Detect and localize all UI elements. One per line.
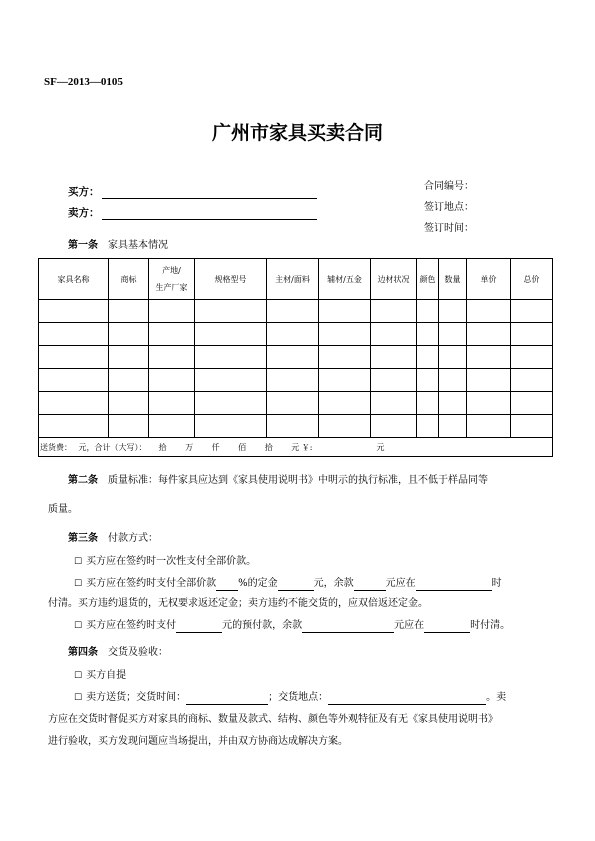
article-4-text: 交货及验收： <box>108 647 168 658</box>
payment-option-2[interactable]: ☐ 买方应在签约时支付全部价款 %的定金 元，余款 元应在 时 <box>74 578 502 589</box>
header-name: 家具名称 <box>39 259 109 300</box>
article-2-cont: 质量。 <box>48 504 78 515</box>
header-edge: 边材状况 <box>371 259 417 300</box>
checkbox-icon[interactable]: ☐ <box>74 671 83 681</box>
page-title: 广州市家具买卖合同 <box>211 122 383 144</box>
contract-no-label: 合同编号： <box>424 181 474 192</box>
header-unit-price: 单价 <box>467 259 511 300</box>
table-row[interactable] <box>39 392 553 415</box>
article-1-num: 第一条 <box>68 240 98 251</box>
article-2-text: 质量标准：每件家具应达到《家具使用说明书》中明示的执行标准，且不低于样品同等 <box>108 475 488 486</box>
checkbox-icon[interactable]: ☐ <box>74 579 83 589</box>
header-qty: 数量 <box>439 259 467 300</box>
header-brand: 商标 <box>109 259 149 300</box>
header-origin: 产地/ 生产厂家 <box>149 259 195 300</box>
header-total: 总价 <box>511 259 553 300</box>
delivery-line-3: 进行验收，买方发现问题应当场提出，并由双方协商达成解决方案。 <box>48 736 348 747</box>
remaining-time-field[interactable] <box>424 622 470 633</box>
article-3-num: 第三条 <box>68 533 98 544</box>
table-footer-row <box>39 438 553 457</box>
sign-time-label: 签订时间： <box>424 223 474 234</box>
document-code: SF—2013—0105 <box>44 76 123 88</box>
payment-option-1[interactable]: ☐ 买方应在签约时一次性支付全部价款。 <box>74 556 257 567</box>
buyer-label: 买方： <box>68 186 100 198</box>
article-1-text: 家具基本情况 <box>108 240 168 251</box>
header-main-material: 主材/面料 <box>267 259 319 300</box>
table-row[interactable] <box>39 300 553 323</box>
article-2-num: 第二条 <box>68 475 98 486</box>
article-2 <box>68 474 548 488</box>
table-row[interactable] <box>39 323 553 346</box>
deposit-percent-field[interactable] <box>216 580 238 591</box>
table-row[interactable] <box>39 415 553 438</box>
header-color: 颜色 <box>417 259 439 300</box>
delivery-total-line: 送货费： 元，合计（大写）： 拾 万 仟 佰 拾 元 ￥: 元 <box>39 438 553 457</box>
delivery-option-1[interactable]: ☐ 买方自提 <box>74 670 127 681</box>
article-1 <box>68 236 168 251</box>
checkbox-icon[interactable]: ☐ <box>74 693 83 703</box>
article-4-num: 第四条 <box>68 647 98 658</box>
table-row[interactable] <box>39 369 553 392</box>
payment-option-3[interactable]: ☐ 买方应在签约时支付 元的预付款，余款 元应在 时付清。 <box>74 620 511 631</box>
buyer-field[interactable] <box>102 188 317 199</box>
seller-label: 卖方： <box>68 207 100 219</box>
delivery-time-field[interactable] <box>186 694 268 705</box>
delivery-place-field[interactable] <box>328 694 486 705</box>
delivery-option-2[interactable]: ☐ 卖方送货；交货时间： ；交货地点： 。卖 <box>74 692 507 703</box>
balance-time-field[interactable] <box>416 580 492 591</box>
checkbox-icon[interactable]: ☐ <box>74 621 83 631</box>
buyer-row <box>68 184 317 199</box>
table-row[interactable] <box>39 346 553 369</box>
prepayment-field[interactable] <box>176 622 222 633</box>
header-model: 规格型号 <box>195 259 267 300</box>
sign-place-label: 签订地点： <box>424 202 474 213</box>
article-4 <box>68 643 168 658</box>
furniture-table <box>38 258 553 457</box>
delivery-line-2: 方应在交货时督促买方对家具的商标、数量及款式、结构、颜色等外观特征及有无《家具使用说明书》 <box>48 714 498 725</box>
seller-row <box>68 205 317 220</box>
article-3 <box>68 529 158 544</box>
deposit-amount-field[interactable] <box>278 580 314 591</box>
checkbox-icon[interactable]: ☐ <box>74 557 83 567</box>
remaining-amount-field[interactable] <box>302 622 394 633</box>
table-header-row <box>39 259 553 300</box>
balance-amount-field[interactable] <box>354 580 386 591</box>
header-aux-material: 辅材/五金 <box>319 259 371 300</box>
payment-option-2-cont: 付清。买方违约退货的，无权要求返还定金；卖方违约不能交货的，应双倍返还定金。 <box>48 598 428 609</box>
article-3-text: 付款方式： <box>108 533 158 544</box>
seller-field[interactable] <box>102 209 317 220</box>
